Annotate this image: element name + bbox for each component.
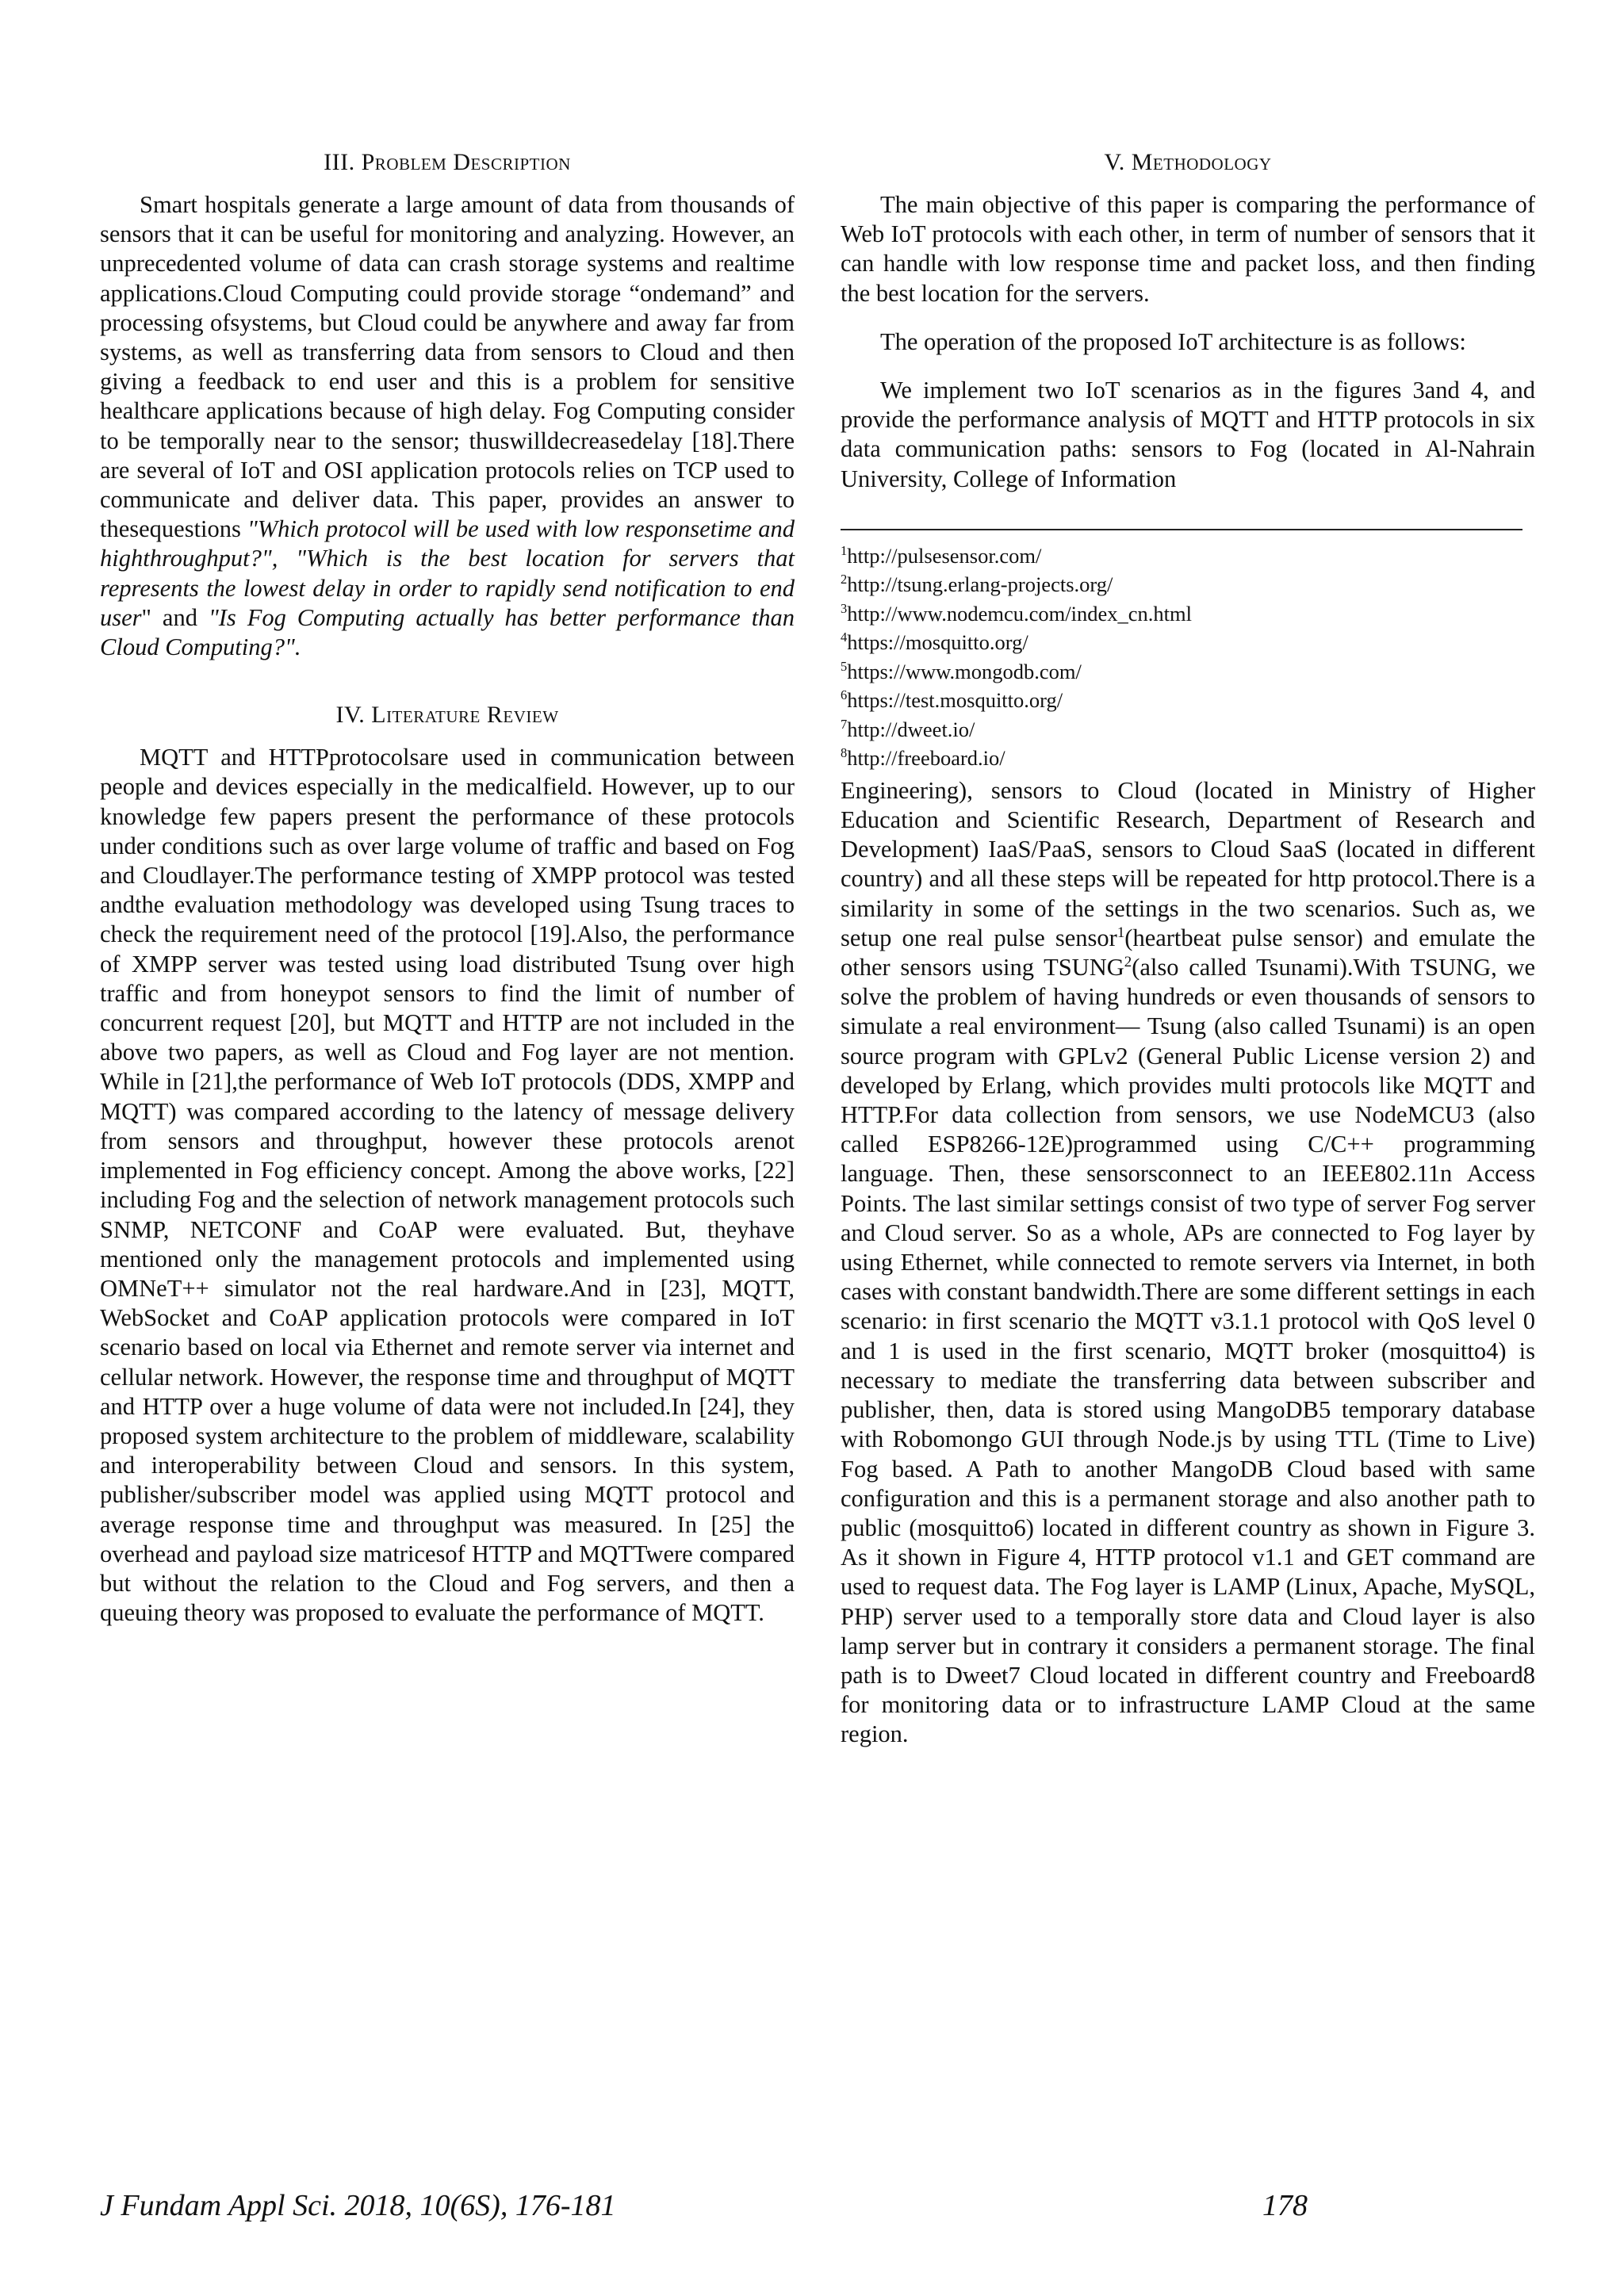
problem-description-text: Smart hospitals generate a large amount of data from thousands of sensors that it can be useful for monitoring and analyzing. However, an unprecedented volume of data can crash storage systems and realtime applications.Cloud Computing could provide storage “ondemand” and processing ofsystems, but Cloud could be anywhere and away far from systems, as well as transferring data from sensors to Cloud and then giving a feedback to end user and this is a problem for sensitive healthcare applications because of high delay. Fog Computing consider to be temporally near to the sensor; thuswilldecreasedelay [18].There are several of IoT and OSI application protocols relies on TCP used to communicate and deliver data. This paper, provides an answer to thesequestions: [100, 191, 795, 543]
literature-review-paragraph: MQTT and HTTPprotocolsare used in communication between people and devices especially in the medicalfield. However, up to our knowledge few papers present the performance of these protocols under conditions such as over large volume of traffic and based on Fog and Cloudlayer.The performance testing of XMPP protocol was tested andthe evaluation methodology was developed using Tsung traces to check the requirement need of the protocol [19].Also, the performance of XMPP server was tested using load distributed Tsung over high traffic and from honeypot sensors to find the limit of number of concurrent request [20], but MQTT and HTTP are not included in the above two papers, as well as Cloud and Fog layer are not mention. While in [21],the performance of Web IoT protocols (DDS, XMPP and MQTT) was compared according to the latency of message delivery from sensors and throughput, however these protocols arenot implemented in Fog efficiency concept. Among the above works, [22] including Fog and the selection of network management protocols such SNMP, NETCONF and CoAP were evaluated. But, theyhave mentioned only the management protocols and implemented using OMNeT++ simulator not the real hardware.And in [23], MQTT, WebSocket and CoAP application protocols were compared in IoT scenario based on local via Ethernet and remote server via internet and cellular network. However, the response time and throughput of MQTT and HTTP over a huge volume of data were not included.In [24], they proposed system architecture to the problem of middleware, scalability and interoperability between Cloud and sensors. In this system, publisher/subscriber model was applied using MQTT protocol and average response time and throughput was measured. In [25] the overhead and payload size matricesof HTTP and MQTTwere compared but without the relation to the Cloud and Fog servers, and then a queuing theory was proposed to evaluate the performance of MQTT.: [100, 744, 795, 1627]
section-heading-problem-description: III. Problem Description: [324, 149, 571, 175]
footnote-ref[interactable]: 2: [1124, 953, 1132, 970]
footnote[interactable]: $^7$http://dweet.io/: [841, 717, 975, 741]
footnote[interactable]: $^5$https://www.mongodb.com/: [841, 659, 1082, 683]
section-heading-literature-review: IV. Literature Review: [335, 702, 559, 729]
methodology-paragraph-2: The operation of the proposed IoT architecture is as follows:: [880, 327, 1466, 355]
research-question-1: "Which protocol will be used with low responsetime and highthroughput?", "Which is the best location for servers that represents the lowest delay in order to rapidly send notification to end user: [100, 515, 795, 631]
footer-journal-citation: J Fundam Appl Sci. 2018, 10(6S), 176-181: [100, 2189, 616, 2222]
methodology-paragraph-1: The main objective of this paper is comparing the performance of Web IoT protocols with each other, in term of number of sensors that it can handle with low response time and packet loss, and then finding the best location for the servers.: [841, 191, 1535, 307]
problem-description-paragraph: [100, 190, 795, 662]
research-question-joiner: " and: [141, 603, 209, 631]
footnote[interactable]: $^1$http://pulsesensor.com/: [841, 543, 1042, 568]
footnotes: [841, 541, 1535, 773]
footnote-divider: [841, 529, 1522, 530]
left-column: [100, 149, 795, 1628]
right-column: [841, 149, 1535, 1750]
footer-page-number: 178: [1262, 2189, 1308, 2222]
footnote-ref[interactable]: 1: [1116, 924, 1125, 941]
research-question-2: "Is Fog Computing actually has better performance than Cloud Computing?".: [100, 603, 795, 661]
footnote[interactable]: $^2$http://tsung.erlang-projects.org/: [841, 572, 1113, 597]
footnote[interactable]: $^4$https://mosquitto.org/: [841, 629, 1028, 655]
footnote[interactable]: $^6$https://test.mosquitto.org/: [841, 687, 1063, 713]
methodology-paragraph-3: We implement two IoT scenarios as in the figures 3and 4, and provide the performance analysis of MQTT and HTTP protocols in six data communication paths: sensors to Fog (located in Al-Nahrain University, College of Information: [841, 377, 1535, 492]
footnote[interactable]: $^3$http://www.nodemcu.com/index_cn.html: [841, 601, 1192, 626]
methodology-paragraph-4: Engineering), sensors to Cloud (located in Ministry of Higher Education and Scientific Research, Department of Research and Development) IaaS/PaaS, sensors to Cloud SaaS (located in different country) and all these steps will be repeated for http protocol.There is a similarity in some of the settings in the two scenarios. Such as, we setup one real pulse sensor$^1$(heartbeat pulse sensor) and emulate the other sensors using TSUNG$^2$(also called Tsunami).With TSUNG, we solve the problem of having hundreds or even thousands of sensors to simulate a real environment— Tsung (also called Tsunami) is an open source program with GPLv2 (General Public License version 2) and developed by Erlang, which provides multi protocols like MQTT and HTTP.For data collection from sensors, we use NodeMCU3 (also called ESP8266-12E)programmed using C/C++ programming language. Then, these sensorsconnect to an IEEE802.11n Access Points. The last similar settings consist of two type of server Fog server and Cloud server. So as a whole, APs are connected to Fog layer by using Ethernet, while connected to remote servers via Internet, in both cases with constant bandwidth.There are some different settings in each scenario: in first scenario the MQTT v3.1.1 protocol with QoS level 0 and 1 is used in the first scenario, MQTT broker (mosquitto4) is necessary to mediate the transferring data between subscriber and publisher, then, data is stored using MangoDB5 temporary database with Robomongo GUI through Node.js by using TTL (Time to Live) Fog based. A Path to another MangoDB Cloud based with same configuration and this is a permanent storage and also another path to public (mosquitto6) located in different country as shown in Figure 3. As it shown in Figure 4, HTTP protocol v1.1 and GET command are used to request data. The Fog layer is LAMP (Linux, Apache, MySQL, PHP) server used to a temporally store data and Cloud layer is also lamp server but in contrary it considers a permanent storage. The final path is to Dweet7 Cloud located in different country and Freeboard8 for monitoring data or to infrastructure LAMP Cloud at the same region.: [841, 776, 1536, 1748]
section-heading-methodology: V. Methodology: [1104, 149, 1272, 175]
footnote[interactable]: $^8$http://freeboard.io/: [841, 745, 1005, 771]
